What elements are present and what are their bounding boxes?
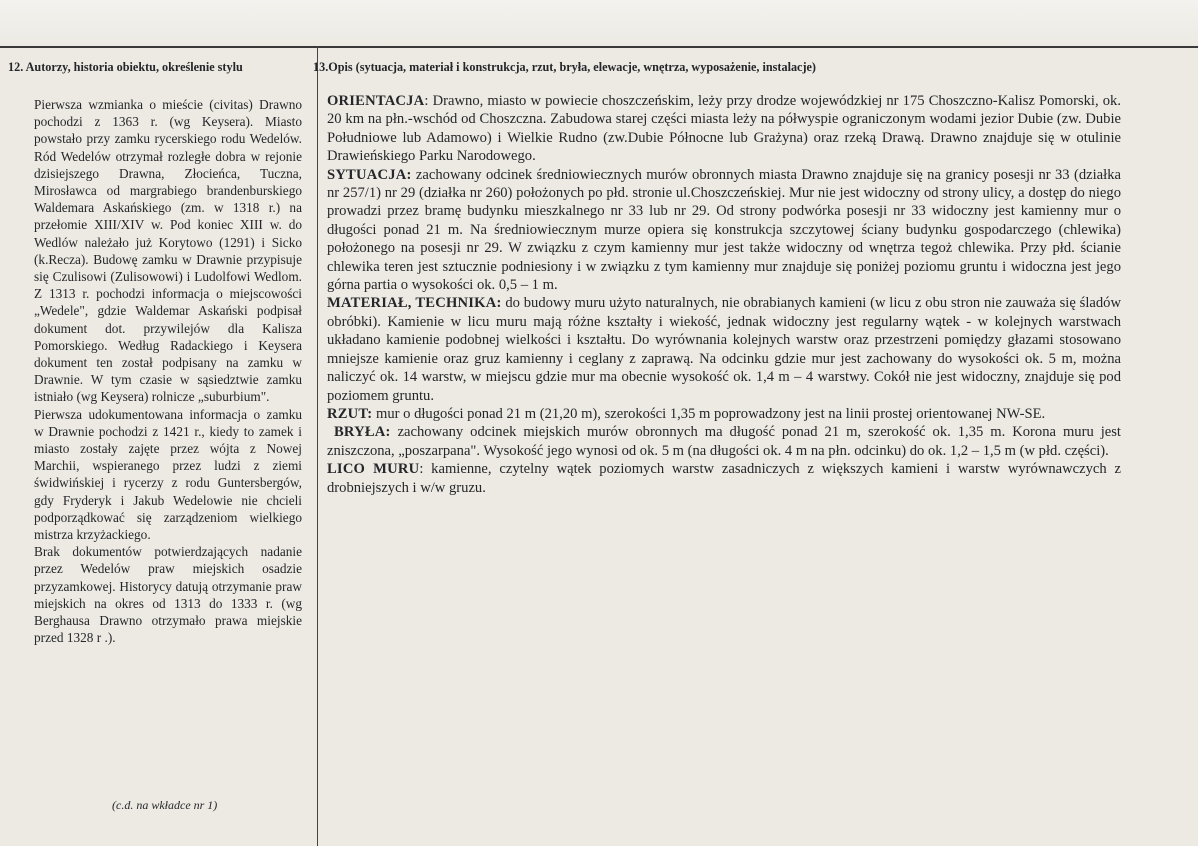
entry-lico-muru — [327, 460, 1121, 497]
entry-keyword: LICO MURU — [327, 461, 420, 478]
section-13-header: 13.Opis (sytuacja, materiał i konstrukcja, rzut, bryła, elewacje, wnętrza, wyposażenie, instalacje) — [313, 60, 816, 74]
top-rule-line — [0, 46, 1198, 48]
history-paragraph: Brak dokumentów potwierdzających nadanie przez Wedelów praw miejskich osadzie przyzamkowej. Historycy datują otrzymanie praw miejskich na okres od 1313 do 1333 r. (wg Berghausa Drawno otrzymało prawa miejskie przed 1328 r .). — [34, 544, 302, 646]
entry-separator: : — [419, 461, 424, 478]
entry-text: zachowany odcinek średniowiecznych murów obronnych miasta Drawno znajduje się na granicy posesji nr 33 (działka nr 257/1) nr 29 (działka nr 260) położonych po płd. stronie ul.Choszczeńskiej. Mur nie jest widoczny od strony ulicy, a dostęp do niego prowadzi przez bramę budynku mieszkalnego nr 33 lub nr 29. Od strony podwórka posesji nr 33 widoczny jest kamienny mur o długości ponad 21 m. Na średniowiecznym murze opiera się konstrukcja szczytowej ściany budynku gospodarczego (chlewika) położonego na posesji nr 29. W związku z czym kamienny mur jest także widoczny od wnętrza tegoż chlewika. Przy płd. ścianie chlewika teren jest sztucznie podniesiony i w związku z tym kamienny mur znajduje się poniżej poziomu gruntu i widoczna jest jego górna partia o wysokości ok. 0,5 – 1 m. — [327, 166, 1121, 294]
column-divider — [317, 46, 318, 846]
continuation-note: (c.d. na wkładce nr 1) — [112, 798, 218, 812]
entry-keyword: ORIENTACJA — [327, 93, 425, 109]
entry-bryla — [327, 423, 1121, 460]
description-text — [327, 92, 1121, 497]
entry-keyword: BRYŁA: — [333, 424, 391, 441]
entry-material — [327, 294, 1121, 404]
entry-text: kamienne, czytelny wątek poziomych warstw zasadniczych z większych kamieni i warstw wyrównawczych z drobniejszych i w/w gruzu. — [327, 461, 1121, 496]
entry-text: do budowy muru użyto naturalnych, nie obrabianych kamieni (w licu z obu stron nie zauważa się śladów obróbki). Kamienie w licu muru mają różne kształty i wiekość, jednak widoczny jest regularny wątek - w kolejnych warstwach układano kamienie podobnej wielkości i kształtu. Do wyrównania kolejnych warstw oraz przestrzeni pomiędzy głazami stosowano mniejsze kamienie oraz gruz kamienny i ceglany z zaprawą. Na odcinku gdzie mur jest zachowany do wysokości ok. 5 m, można naliczyć ok. 14 warstw, w miejscu gdzie mur ma obecnie wysokość ok. 1,4 m – 4 warstwy. Cokół nie jest widoczny, znajduje się pod poziomem gruntu. — [327, 295, 1121, 404]
entry-orientacja — [327, 92, 1121, 166]
entry-keyword: SYTUACJA: — [327, 166, 412, 183]
entry-separator: : — [424, 93, 429, 109]
entry-rzut — [327, 405, 1121, 423]
history-paragraph: Pierwsza wzmianka o mieście (civitas) Drawno pochodzi z 1363 r. (wg Keysera). Miasto powstało przy zamku rycerskiego rodu Wedelów. Ród Wedelów otrzymał rozległe dobra w rejonie dzisiejszego Drawna, Złocieńca, Tuczna, Mirosławca od margrabiego brandenburskiego Waldemara Askańskiego (zm. w 1318 r.) na przełomie XIII/XIV w. Pod koniec XIII w. do Wedlów należało już Korytowo (1291) i Sicko (k.Recza). Budowę zamku w Drawnie przypisuje się Czulisowi (Zulisowowi) i Ludolfowi Wedlom. Z 1313 r. pochodzi informacja o miejscowości „Wedele", gdzie Waldemar Askański podpisał dokument dot. przywilejów dla Kalisza Pomorskiego. Według Radackiego i Keysera dokument ten został podpisany na zamku w Drawnie. W tym czasie w sąsiedztwie zamku istniało (wg Keysera) rolnicze „suburbium". — [34, 97, 302, 405]
entry-text: zachowany odcinek miejskich murów obronnych ma długość ponad 21 m, szerokość ok. 1,35 m. Korona muru jest zniszczona, „poszarpana". Wysokość jego wynosi od ok. 5 m (na długości ok. 4 m na płn. odcinku) do ok. 1,2 – 1,5 m (w płd. części). — [327, 424, 1121, 459]
entry-text: mur o długości ponad 21 m (21,20 m), szerokości 1,35 m poprowadzony jest na linii prostej orientowanej NW-SE. — [372, 405, 1046, 422]
entry-keyword: MATERIAŁ, TECHNIKA: — [327, 295, 502, 312]
history-text — [34, 96, 302, 647]
history-paragraph: Pierwsza udokumentowana informacja o zamku w Drawnie pochodzi z 1421 r., kiedy to zamek i miasto zostały zajęte przez wójta z Nowej Marchii, wspieranego przez ludzi z ziemi świdwińskiej i rycerzy z rodu Guntersbergów, gdy Fryderyk i Jakub Wedelowie nie chcieli podporządkować się zarządzeniom wielkiego mistrza krzyżackiego. — [34, 406, 302, 543]
entry-keyword: RZUT: — [327, 405, 373, 422]
scan-top-margin — [0, 0, 1198, 46]
entry-sytuacja — [327, 166, 1121, 295]
section-12-header: 12. Autorzy, historia obiektu, określenie stylu — [8, 60, 243, 74]
entry-text: Drawno, miasto w powiecie choszczeńskim, leży przy drodze wojewódzkiej nr 175 Choszczno-Kalisz Pomorski, ok. 20 km na płn.-wschód od Choszczna. Zabudowa starej części miasta leży na półwyspie ograniczonym wodami jezior Dubie (zw. Dubie Południowe lub Adamowo) i Wielkie Rudno (zw.Dubie Północne lub Grażyna) oraz rzeką Drawą. Drawno znajduje się w otulinie Drawieńskiego Parku Narodowego. — [327, 93, 1121, 165]
